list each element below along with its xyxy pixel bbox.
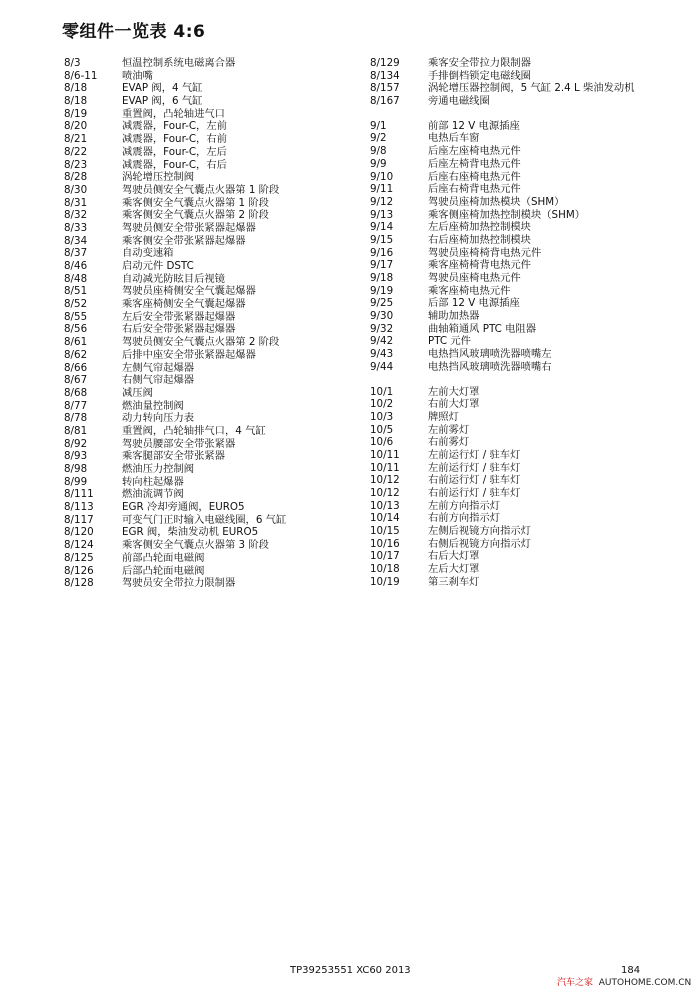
list-item (370, 221, 680, 234)
component-description: 右前雾灯 (428, 436, 470, 449)
component-code: 10/14 (370, 512, 400, 525)
component-code: 8/61 (64, 336, 88, 349)
component-description: 减压阀 (122, 386, 153, 399)
component-code: 10/5 (370, 423, 394, 436)
component-description: 后座右座椅电热元件 (428, 170, 521, 183)
component-description: 右前大灯罩 (428, 398, 480, 411)
list-item (370, 183, 680, 196)
component-description: 左侧气帘起爆器 (122, 361, 195, 374)
list-item (370, 474, 680, 487)
list-item (370, 386, 680, 399)
component-code: 9/19 (370, 284, 394, 297)
component-code: 10/3 (370, 410, 394, 423)
component-description: 乘客侧安全气囊点火器第 1 阶段 (122, 196, 269, 209)
component-description: 辅助加热器 (428, 310, 480, 323)
component-code: 8/20 (64, 120, 88, 133)
component-description: 左前运行灯 / 驻车灯 (428, 448, 521, 461)
list-item (370, 297, 680, 310)
list-item (370, 411, 680, 424)
component-description: 电热挡风玻璃喷洗器喷嘴左 (428, 348, 552, 361)
component-description: EGR 冷却旁通阀，EURO5 (122, 501, 245, 514)
list-item (64, 273, 354, 286)
watermark (557, 975, 691, 988)
list-item (64, 514, 354, 527)
component-code: 8/129 (370, 57, 400, 69)
component-description: 驾驶员侧安全气囊点火器第 2 阶段 (122, 336, 280, 349)
component-description: 启动元件 DSTC (122, 260, 194, 272)
component-description: 自动变速箱 (122, 247, 174, 260)
component-description: 曲轴箱通风 PTC 电阻器 (428, 322, 537, 335)
list-item (370, 550, 680, 563)
component-code: 9/30 (370, 310, 394, 323)
list-item (370, 209, 680, 222)
list-item (370, 120, 680, 133)
component-code: 8/33 (64, 221, 88, 234)
component-code: 8/51 (64, 285, 88, 298)
component-description: 自动减光防眩目后视镜 (122, 272, 225, 285)
list-item (370, 462, 680, 475)
component-description: 右侧后视镜方向指示灯 (428, 537, 531, 550)
component-description: 电热后车窗 (428, 132, 480, 145)
component-description: 驾驶员座椅加热模块（SHM） (428, 195, 565, 208)
component-code: 9/18 (370, 272, 394, 284)
component-code: 9/17 (370, 259, 394, 272)
component-description: 驾驶员座椅电热元件 (428, 272, 521, 284)
component-code: 8/134 (370, 69, 400, 82)
list-item (64, 260, 354, 273)
component-list-left (64, 57, 354, 590)
list-item (370, 335, 680, 348)
list-item (64, 349, 354, 362)
list-item (370, 500, 680, 513)
component-description: 旁通电磁线圈 (428, 95, 490, 108)
component-code: 9/15 (370, 233, 394, 246)
component-code: 8/126 (64, 564, 94, 577)
component-code: 8/62 (64, 348, 88, 361)
component-code: 8/46 (64, 260, 88, 272)
component-description: 恒温控制系统电磁离合器 (122, 57, 236, 69)
list-item (64, 425, 354, 438)
list-item (64, 298, 354, 311)
component-list-right (370, 57, 680, 589)
component-code: 9/43 (370, 348, 394, 361)
component-code: 10/17 (370, 550, 400, 563)
list-item (64, 488, 354, 501)
list-item (64, 323, 354, 336)
component-code: 9/25 (370, 297, 394, 310)
component-description: EVAP 阀，4 气缸 (122, 82, 203, 95)
list-item (64, 362, 354, 375)
list-item (64, 526, 354, 539)
component-description: 驾驶员座椅侧安全气囊起爆器 (122, 285, 256, 298)
list-item (370, 398, 680, 411)
component-code: 8/55 (64, 310, 88, 323)
component-code: 8/21 (64, 133, 88, 146)
list-item (64, 476, 354, 489)
component-code: 10/19 (370, 575, 400, 588)
list-item (64, 565, 354, 578)
component-code: 8/23 (64, 158, 88, 171)
list-item (370, 234, 680, 247)
component-description: 驾驶员安全带拉力限制器 (122, 577, 236, 590)
component-description: EGR 阀，柴油发动机 EURO5 (122, 526, 259, 539)
component-code: 8/167 (370, 95, 400, 108)
list-item (370, 132, 680, 145)
component-code: 8/37 (64, 247, 88, 260)
component-code: 10/12 (370, 487, 400, 499)
component-code: 8/32 (64, 209, 88, 222)
component-code: 9/2 (370, 132, 387, 145)
page-number: 184 (621, 965, 641, 976)
component-code: 9/13 (370, 208, 394, 221)
component-code: 8/92 (64, 437, 88, 450)
list-item (370, 247, 680, 260)
component-description: 前部 12 V 电源插座 (428, 119, 520, 132)
page-title: 零组件一览表 4:6 (62, 22, 206, 42)
component-code: 10/16 (370, 537, 400, 550)
component-code: 8/22 (64, 145, 88, 158)
component-code: 8/113 (64, 501, 94, 514)
component-description: 乘客侧安全气囊点火器第 2 阶段 (122, 209, 269, 222)
component-code: 8/3 (64, 57, 81, 69)
list-item (370, 538, 680, 551)
component-description: 后座左椅背电热元件 (428, 157, 521, 170)
component-code: 8/66 (64, 361, 88, 374)
component-description: 左后安全带张紧器起爆器 (122, 310, 236, 323)
list-item (370, 576, 680, 589)
list-item (370, 310, 680, 323)
component-description: 驾驶员腰部安全带张紧器 (122, 437, 236, 450)
component-description: 燃油量控制阀 (122, 399, 184, 412)
component-description: 右后座椅加热控制模块 (428, 233, 531, 246)
component-code: 10/2 (370, 398, 394, 411)
component-description: 涡轮增压器控制阀，5 气缸 2.4 L 柴油发动机 (428, 82, 635, 95)
component-description: 左后座椅加热控制模块 (428, 221, 531, 234)
component-code: 8/157 (370, 82, 400, 95)
component-description: 乘客座椅侧安全气囊起爆器 (122, 298, 246, 311)
component-code: 8/111 (64, 488, 94, 501)
component-code: 8/34 (64, 234, 88, 247)
list-item (64, 70, 354, 83)
list-item (370, 424, 680, 437)
list-item (370, 449, 680, 462)
list-item (64, 184, 354, 197)
list-item (370, 323, 680, 336)
component-code: 8/6-11 (64, 69, 98, 82)
component-description: 后座右椅背电热元件 (428, 183, 521, 196)
list-item (64, 247, 354, 260)
component-description: PTC 元件 (428, 335, 471, 348)
component-description: 左前运行灯 / 驻车灯 (428, 461, 521, 474)
component-description: 减震器，Four-C，右前 (122, 133, 227, 146)
component-code: 8/81 (64, 424, 88, 437)
watermark-site: AUTOHOME.COM.CN (598, 978, 692, 988)
list-item (64, 374, 354, 387)
component-code: 9/32 (370, 322, 394, 335)
list-item (370, 525, 680, 538)
list-item (64, 463, 354, 476)
component-code: 10/11 (370, 461, 400, 474)
list-item (64, 400, 354, 413)
list-item (64, 209, 354, 222)
list-item (64, 171, 354, 184)
component-code: 10/18 (370, 563, 400, 576)
component-code: 8/128 (64, 577, 94, 590)
list-item (370, 70, 680, 83)
component-description: 减震器，Four-C，右后 (122, 158, 227, 171)
component-description: 右后大灯罩 (428, 550, 480, 563)
component-description: 右前方向指示灯 (428, 512, 501, 525)
list-item (370, 348, 680, 361)
list-item (64, 82, 354, 95)
component-code: 8/120 (64, 526, 94, 539)
list-item (370, 145, 680, 158)
component-code: 10/11 (370, 448, 400, 461)
component-description: 喷油嘴 (122, 69, 153, 82)
component-code: 8/30 (64, 183, 88, 196)
component-description: 右前运行灯 / 驻车灯 (428, 474, 521, 487)
component-description: 乘客座椅椅背电热元件 (428, 259, 531, 272)
component-code: 8/31 (64, 196, 88, 209)
component-code: 8/67 (64, 374, 88, 387)
component-description: 乘客安全带拉力限制器 (428, 57, 531, 69)
list-item (64, 57, 354, 70)
component-code: 8/98 (64, 463, 88, 475)
list-item (64, 539, 354, 552)
component-description: 燃油压力控制阀 (122, 463, 195, 475)
component-code: 8/48 (64, 272, 88, 285)
component-code: 8/78 (64, 412, 88, 425)
component-code: 9/9 (370, 157, 387, 170)
component-code: 8/18 (64, 82, 88, 95)
component-description: 转向柱起爆器 (122, 475, 184, 488)
list-item (370, 436, 680, 449)
list-item (370, 158, 680, 171)
list-item (64, 159, 354, 172)
list-item (370, 95, 680, 108)
list-item (64, 222, 354, 235)
component-code: 9/1 (370, 119, 387, 132)
list-item (64, 450, 354, 463)
list-item (64, 285, 354, 298)
list-item (370, 512, 680, 525)
component-code: 8/124 (64, 539, 94, 552)
list-item (370, 171, 680, 184)
component-description: 乘客侧座椅加热控制模块（SHM） (428, 208, 586, 221)
component-description: 乘客侧安全气囊点火器第 3 阶段 (122, 539, 269, 552)
component-code: 9/14 (370, 221, 394, 234)
component-code: 10/1 (370, 385, 394, 398)
document-footer: TP39253551 XC60 2013 (290, 965, 411, 976)
list-item (370, 285, 680, 298)
component-description: 后座左座椅电热元件 (428, 145, 521, 158)
component-code: 10/15 (370, 525, 400, 538)
list-item (64, 133, 354, 146)
component-description: 左前方向指示灯 (428, 499, 501, 512)
list-item (64, 412, 354, 425)
component-code: 8/77 (64, 399, 88, 412)
component-description: 可变气门正时输入电磁线圈，6 气缸 (122, 513, 287, 526)
component-description: 左前大灯罩 (428, 385, 480, 398)
component-code: 10/13 (370, 499, 400, 512)
component-description: 重置阀，凸轮轴排气口，4 气缸 (122, 424, 266, 437)
component-description: 前部凸轮面电磁阀 (122, 551, 205, 564)
component-description: 电热挡风玻璃喷洗器喷嘴右 (428, 360, 552, 373)
list-item (64, 438, 354, 451)
component-description: 右侧气帘起爆器 (122, 374, 195, 387)
list-item (370, 57, 680, 70)
component-description: 后部 12 V 电源插座 (428, 297, 520, 310)
component-description: 牌照灯 (428, 410, 459, 423)
list-item (370, 259, 680, 272)
component-description: 乘客侧安全带张紧器起爆器 (122, 234, 246, 247)
component-code: 8/19 (64, 107, 88, 120)
component-code: 8/18 (64, 95, 88, 108)
component-code: 8/99 (64, 475, 88, 488)
component-code: 8/56 (64, 323, 88, 336)
component-description: 左前雾灯 (428, 423, 470, 436)
component-code: 8/52 (64, 298, 88, 311)
list-item (64, 146, 354, 159)
component-code: 9/12 (370, 195, 394, 208)
component-code: 9/44 (370, 360, 394, 373)
component-code: 9/16 (370, 246, 394, 259)
component-description: 手排倒档锁定电磁线圈 (428, 69, 531, 82)
list-item (64, 387, 354, 400)
component-description: 乘客腿部安全带张紧器 (122, 450, 225, 463)
component-description: 涡轮增压控制阀 (122, 171, 195, 184)
component-description: 左侧后视镜方向指示灯 (428, 525, 531, 538)
component-description: 燃油流调节阀 (122, 488, 184, 501)
list-item (370, 487, 680, 500)
component-description: 驾驶员侧安全带张紧器起爆器 (122, 221, 256, 234)
component-description: 左后大灯罩 (428, 563, 480, 576)
component-description: 减震器，Four-C，左后 (122, 145, 227, 158)
component-description: EVAP 阀，6 气缸 (122, 95, 203, 108)
component-description: 右前运行灯 / 驻车灯 (428, 487, 521, 499)
list-item (64, 552, 354, 565)
component-description: 第三刹车灯 (428, 575, 480, 588)
list-item (64, 120, 354, 133)
list-item (370, 82, 680, 95)
group-spacer (370, 374, 680, 386)
component-description: 减震器，Four-C，左前 (122, 120, 227, 133)
group-spacer (370, 108, 680, 120)
component-code: 9/8 (370, 145, 387, 158)
component-code: 10/12 (370, 474, 400, 487)
component-code: 9/42 (370, 335, 394, 348)
component-description: 重置阀，凸轮轴进气口 (122, 107, 225, 120)
component-description: 驾驶员侧安全气囊点火器第 1 阶段 (122, 183, 280, 196)
component-code: 8/28 (64, 171, 88, 184)
component-code: 8/125 (64, 551, 94, 564)
component-code: 8/68 (64, 386, 88, 399)
component-description: 后排中座安全带张紧器起爆器 (122, 348, 256, 361)
list-item (64, 108, 354, 121)
component-description: 驾驶员座椅椅背电热元件 (428, 246, 542, 259)
list-item (64, 336, 354, 349)
list-item (64, 95, 354, 108)
component-description: 右后安全带张紧器起爆器 (122, 323, 236, 336)
list-item (64, 577, 354, 590)
component-code: 8/117 (64, 513, 94, 526)
component-code: 10/6 (370, 436, 394, 449)
list-item (64, 235, 354, 248)
list-item (64, 501, 354, 514)
list-item (64, 197, 354, 210)
component-code: 9/10 (370, 170, 394, 183)
list-item (370, 272, 680, 285)
component-code: 9/11 (370, 183, 394, 196)
component-code: 8/93 (64, 450, 88, 463)
component-description: 乘客座椅电热元件 (428, 284, 511, 297)
list-item (370, 196, 680, 209)
watermark-brand: 汽车之家 (557, 978, 594, 988)
component-description: 后部凸轮面电磁阀 (122, 564, 205, 577)
list-item (64, 311, 354, 324)
list-item (370, 361, 680, 374)
component-description: 动力转向压力表 (122, 412, 195, 425)
list-item (370, 563, 680, 576)
